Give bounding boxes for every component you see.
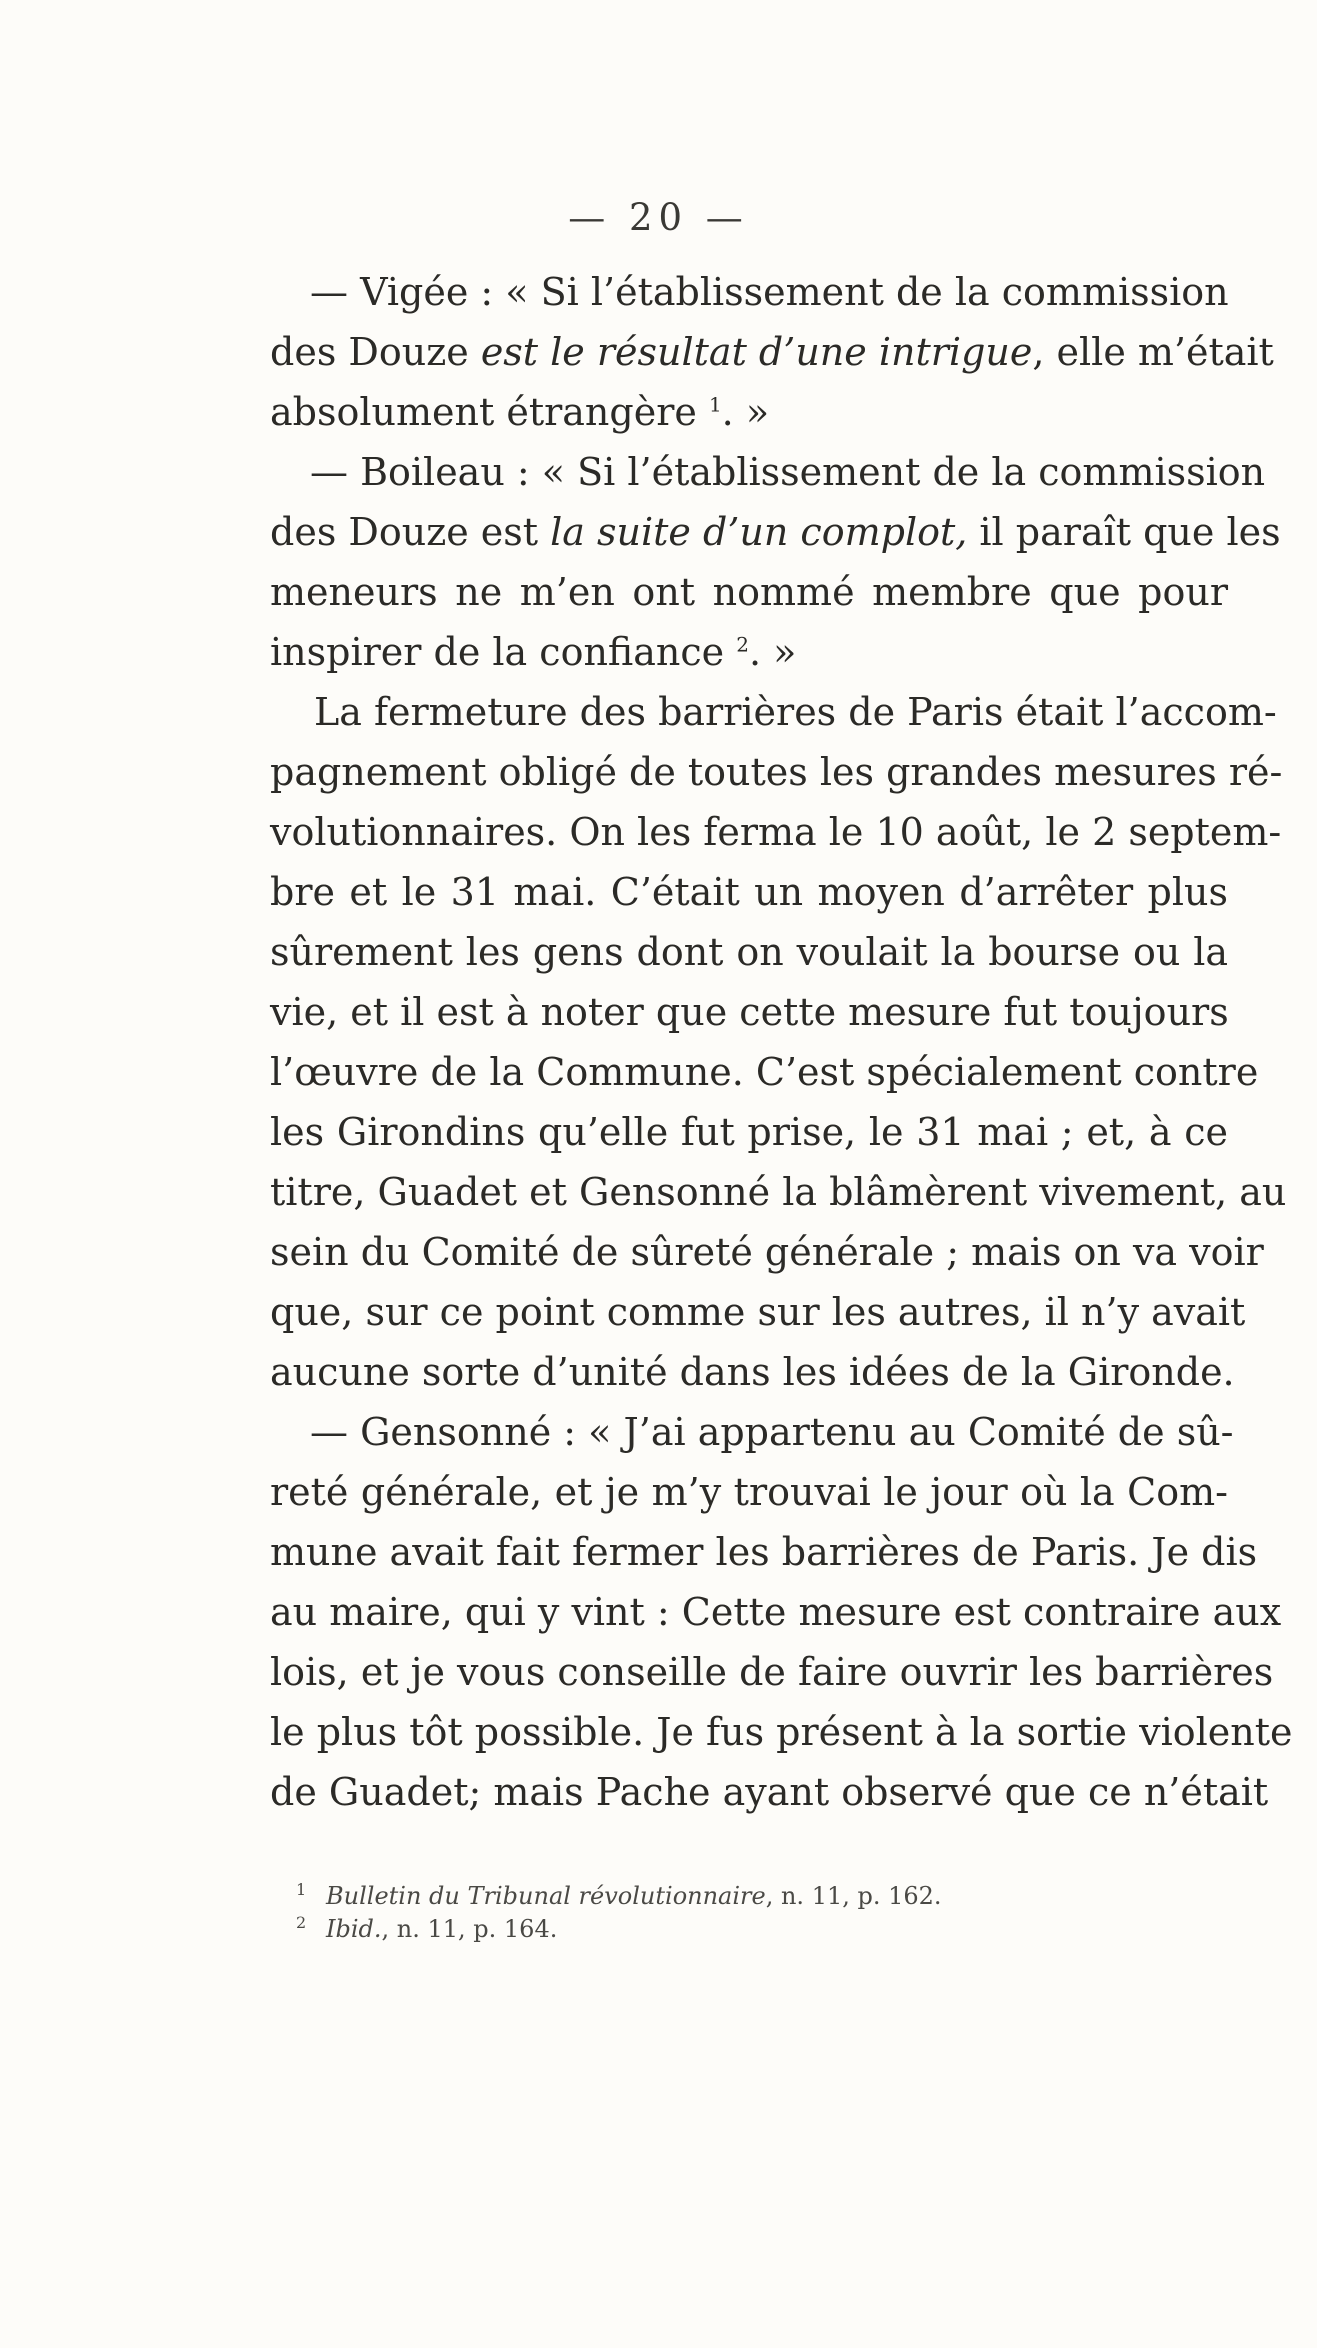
text-line: [270, 262, 1228, 322]
text-run: , n. 11, p. 164.: [381, 1915, 558, 1943]
text-line: [270, 862, 1228, 922]
footnote: 2 Ibid., n. 11, p. 164.: [296, 1913, 558, 1943]
text-run: au maire, qui y vint : Cette mesure est contraire aux: [270, 1590, 1282, 1634]
text-run: mune avait fait fermer les barrières de Paris. Je dis: [270, 1530, 1258, 1574]
italic-text: Bulletin du Tribunal révolutionnaire: [326, 1882, 766, 1910]
text-line: [270, 442, 1266, 502]
text-line: [270, 1222, 1264, 1282]
text-run: vie, et il est à noter que cette mesure fut toujours: [270, 990, 1229, 1034]
footnote: 1 Bulletin du Tribunal révolutionnaire, n. 11, p. 162.: [296, 1880, 942, 1910]
italic-text: la suite d’un complot,: [550, 510, 968, 554]
body-text: [270, 262, 1293, 1822]
text-run: — Vigée : « Si l’établissement de la commission: [310, 270, 1229, 314]
text-run: lois, et je vous conseille de faire ouvrir les barrières: [270, 1650, 1274, 1694]
text-run: les Girondins qu’elle fut prise, le 31 mai ; et, à ce: [270, 1110, 1228, 1154]
text-line: [270, 1582, 1282, 1642]
text-run: aucune sorte d’unité dans les idées de la Gironde.: [270, 1350, 1235, 1394]
text-line: [270, 1462, 1228, 1522]
text-line: [270, 1042, 1259, 1102]
text-run: des Douze: [270, 330, 481, 374]
text-line: [270, 622, 1228, 682]
text-line: [270, 502, 1281, 562]
text-run: — Gensonné : « J’ai appartenu au Comité de sû-: [310, 1410, 1234, 1454]
text-line: [270, 1102, 1228, 1162]
text-run: pagnement obligé de toutes les grandes mesures ré-: [270, 750, 1283, 794]
text-run: sûrement les gens dont on voulait la bourse ou la: [270, 930, 1228, 974]
text-line: [270, 1702, 1293, 1762]
text-line: [270, 802, 1282, 862]
footnote-reference: 2: [736, 632, 749, 657]
text-line: [270, 1282, 1246, 1342]
text-line: [270, 322, 1274, 382]
text-line: [270, 1402, 1234, 1462]
text-run: La fermeture des barrières de Paris était l’accom-: [314, 690, 1277, 734]
text-line: [270, 742, 1283, 802]
text-run: reté générale, et je m’y trouvai le jour où la Com-: [270, 1470, 1228, 1514]
text-run: que, sur ce point comme sur les autres, il n’y avait: [270, 1290, 1246, 1334]
text-run: absolument étrangère: [270, 390, 709, 434]
text-line: [270, 682, 1277, 742]
text-line: [270, 1642, 1274, 1702]
text-line: [270, 1762, 1269, 1822]
italic-text: Ibid.: [326, 1915, 382, 1943]
text-run: bre et le 31 mai. C’était un moyen d’arrêter plus: [270, 870, 1228, 914]
text-run: des Douze est: [270, 510, 551, 554]
text-line: [270, 1522, 1258, 1582]
text-run: titre, Guadet et Gensonné la blâmèrent vivement, au: [270, 1170, 1287, 1214]
text-run: . »: [721, 390, 770, 434]
text-line: [270, 382, 1228, 442]
text-run: volutionnaires. On les ferma le 10 août, le 2 septem-: [270, 810, 1282, 854]
text-run: de Guadet; mais Pache ayant observé que ce n’était: [270, 1770, 1269, 1814]
text-run: le plus tôt possible. Je fus présent à la sortie violente: [270, 1710, 1293, 1754]
italic-text: est le résultat d’une intrigue: [480, 330, 1033, 374]
text-run: — Boileau : « Si l’établissement de la commission: [310, 450, 1266, 494]
footnote-reference: 1: [708, 392, 722, 417]
text-line: [270, 562, 1228, 622]
text-line: [270, 982, 1228, 1042]
text-run: il paraît que les: [967, 510, 1281, 554]
text-line: [270, 1342, 1235, 1402]
text-line: [270, 922, 1228, 982]
footnotes: [296, 1880, 1196, 1946]
text-run: inspirer de la confiance: [270, 630, 737, 674]
text-run: sein du Comité de sûreté générale ; mais on va voir: [270, 1230, 1264, 1274]
text-run: , elle m’était: [1032, 330, 1274, 374]
page-number: — 20 —: [568, 196, 749, 239]
text-run: l’œuvre de la Commune. C’est spécialement contre: [270, 1050, 1259, 1094]
text-run: meneurs ne m’en ont nommé membre que pour: [270, 570, 1228, 614]
text-line: [270, 1162, 1287, 1222]
text-run: . »: [748, 630, 797, 674]
text-run: , n. 11, p. 162.: [765, 1882, 942, 1910]
